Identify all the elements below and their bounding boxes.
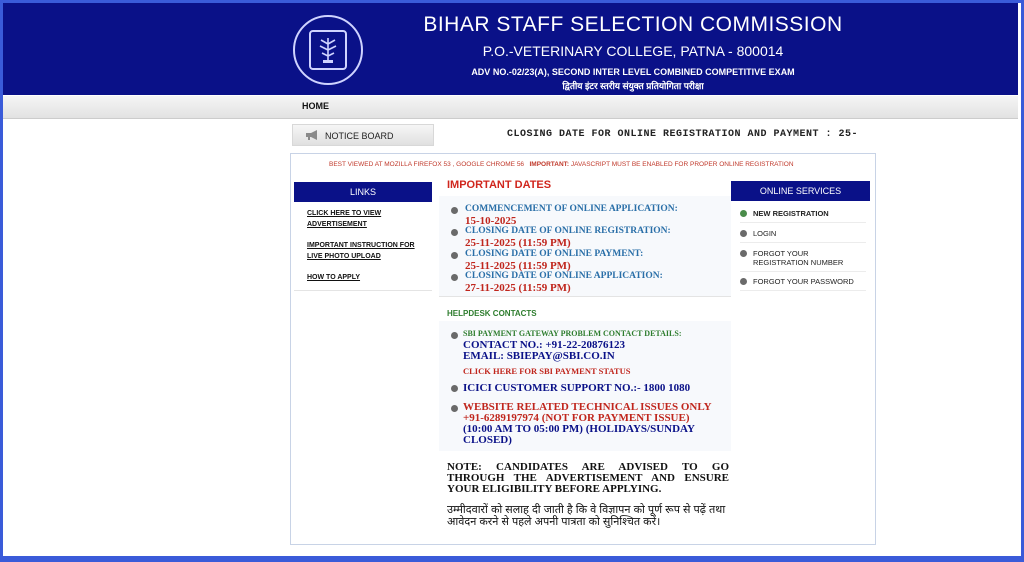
bullet-icon bbox=[740, 230, 747, 237]
tech-phone: +91-6289197974 bbox=[463, 412, 539, 424]
tech-note: (NOT FOR PAYMENT ISSUE) bbox=[541, 412, 690, 424]
sbi-email: EMAIL: SBIEPAY@SBI.CO.IN bbox=[463, 350, 615, 362]
sbi-payment-status-link[interactable]: CLICK HERE FOR SBI PAYMENT STATUS bbox=[463, 366, 631, 376]
exam-name-hindi: द्वितीय इंटर स्तरीय संयुक्त प्रतियोगिता परीक्षा bbox=[562, 81, 704, 91]
bullet-icon bbox=[740, 250, 747, 257]
links-title: LINKS bbox=[294, 182, 432, 202]
bullet-icon bbox=[451, 207, 458, 214]
notice-board-text: NOTICE BOARD bbox=[325, 131, 394, 141]
site-title: BIHAR STAFF SELECTION COMMISSION bbox=[423, 13, 843, 36]
site-header bbox=[3, 3, 1018, 95]
new-registration-link[interactable]: NEW REGISTRATION bbox=[740, 209, 866, 223]
best-viewed-text: BEST VIEWED AT MOZILLA FIREFOX 53 , GOOGLE CHROME 56 bbox=[329, 161, 525, 168]
bullet-icon bbox=[451, 405, 458, 412]
online-services-panel bbox=[731, 181, 870, 291]
eligibility-note: NOTE: CANDIDATES ARE ADVISED TO GO THROUGH THE ADVERTISEMENT AND ENSURE YOUR ELIGIBILITY BEFORE APPLYING. bbox=[447, 461, 729, 495]
technical-issues-contact bbox=[463, 402, 731, 446]
notice-board-label bbox=[292, 124, 434, 146]
important-dates-title: IMPORTANT DATES bbox=[447, 179, 552, 191]
login-link[interactable]: LOGIN bbox=[740, 229, 866, 243]
advertisement-number: ADV NO.-02/23(A), SECOND INTER LEVEL COMBINED COMPETITIVE EXAM bbox=[471, 67, 795, 77]
bssc-emblem-icon bbox=[293, 15, 363, 85]
notice-board-bar bbox=[292, 124, 877, 146]
bullet-icon bbox=[451, 385, 458, 392]
helpdesk-title: HELPDESK CONTACTS bbox=[447, 309, 537, 318]
how-to-apply-link[interactable]: HOW TO APPLY bbox=[307, 274, 361, 281]
nav-home-link[interactable]: HOME bbox=[302, 101, 329, 111]
online-services-title: ONLINE SERVICES bbox=[731, 181, 870, 201]
important-label: IMPORTANT: bbox=[529, 161, 570, 168]
tech-issues-title: WEBSITE RELATED TECHNICAL ISSUES ONLY bbox=[463, 401, 712, 413]
sbi-contact-number: CONTACT NO.: +91-22-20876123 bbox=[463, 339, 625, 351]
bullet-icon bbox=[451, 274, 458, 281]
forgot-registration-link[interactable]: FORGOT YOUR REGISTRATION NUMBER bbox=[740, 249, 866, 272]
javascript-notice: JAVASCRIPT MUST BE ENABLED FOR PROPER ONLINE REGISTRATION bbox=[570, 161, 794, 168]
sbi-contact-title: SBI PAYMENT GATEWAY PROBLEM CONTACT DETAILS: bbox=[463, 329, 682, 338]
eligibility-note-hindi: उम्मीदवारों को सलाह दी जाती है कि वे विज्ञापन को पूर्ण रूप से पढ़ें तथा आवेदन करने से पहले अपनी पात्रता को सुनिश्चित करें। bbox=[447, 504, 726, 528]
bullet-icon bbox=[451, 229, 458, 236]
icici-support: ICICI CUSTOMER SUPPORT NO.:- 1800 1080 bbox=[463, 382, 691, 394]
bullet-icon bbox=[740, 210, 747, 217]
tree-icon bbox=[315, 36, 341, 64]
nav-bar bbox=[3, 96, 1018, 119]
live-photo-instruction-link[interactable]: IMPORTANT INSTRUCTION FOR LIVE PHOTO UPLOAD bbox=[307, 242, 415, 260]
megaphone-icon bbox=[305, 129, 319, 141]
notice-marquee[interactable]: CLOSING DATE FOR ONLINE REGISTRATION AND PAYMENT : 25- bbox=[507, 129, 859, 140]
main-content bbox=[290, 153, 876, 545]
forgot-password-link[interactable]: FORGOT YOUR PASSWORD bbox=[740, 277, 866, 291]
links-panel bbox=[294, 182, 432, 291]
important-dates-list: COMMENCEMENT OF ONLINE APPLICATION: 15-10-2025 CLOSING DATE OF ONLINE REGISTRATION: 25-11-2025 (11:59 PM) CLOSING DATE OF ONLINE PAYMENT: 25-11-2025 (11:59 PM) CLOSING DATE OF ONLINE APPLICATION: 27-11-2025 (11:59 PM) bbox=[439, 196, 731, 297]
site-address: P.O.-VETERINARY COLLEGE, PATNA - 800014 bbox=[482, 43, 784, 59]
browser-notice bbox=[329, 161, 794, 168]
bullet-icon bbox=[740, 278, 747, 285]
bullet-icon bbox=[451, 332, 458, 339]
view-advertisement-link[interactable]: CLICK HERE TO VIEW ADVERTISEMENT bbox=[307, 210, 382, 228]
tech-hours: (10:00 AM TO 05:00 PM) (HOLIDAYS/SUNDAY CLOSED) bbox=[463, 423, 695, 446]
bullet-icon bbox=[451, 252, 458, 259]
